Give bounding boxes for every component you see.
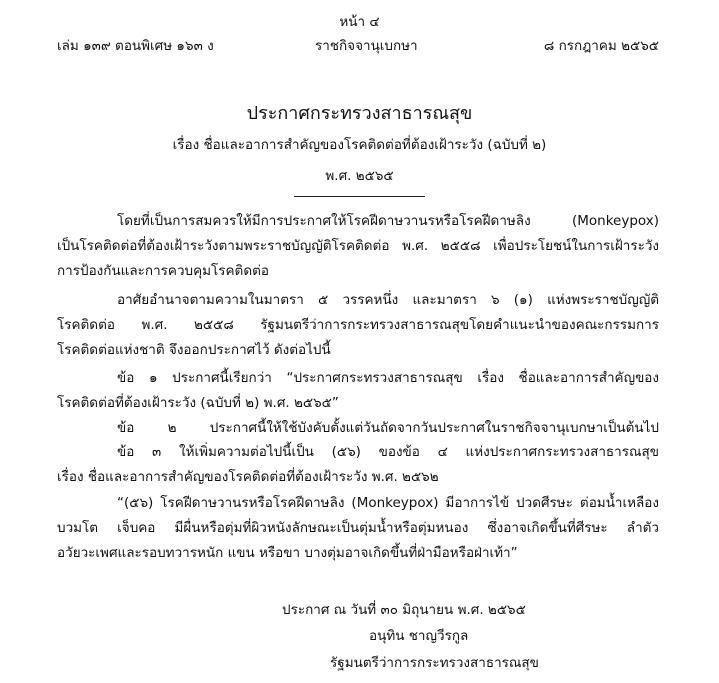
announcement-subject: เรื่อง ชื่อและอาการสำคัญของโรคติดต่อที่ต้องเฝ้าระวัง (ฉบับที่ ๒) <box>172 137 547 153</box>
signatory-position: รัฐมนตรีว่าการกระทรวงสาธารณสุข <box>330 655 539 671</box>
item-56-line-2: บวมโต เจ็บคอ มีผื่นหรือตุ่มที่ผิวหนังลักษณะเป็นตุ่มน้ำหรือตุ่มหนอง ซึ่งอาจเกิดขึ้นที่ศีรษะ ลำตัว <box>57 520 659 536</box>
item-56-line-3: อวัยวะเพศและรอบทวารหนัก แขน หรือขา บางตุ่มอาจเกิดขึ้นที่ฝ่ามือหรือฝ่าเท้า” <box>57 545 518 561</box>
clause-3-line-2: เรื่อง ชื่อและอาการสำคัญของโรคติดต่อที่ต้องเฝ้าระวัง พ.ศ. ๒๕๖๒ <box>57 469 439 485</box>
clause-2-line-1: ข้อ ๒ ประกาศนี้ให้ใช้บังคับตั้งแต่วันถัดจากวันประกาศในราชกิจจานุเบกษาเป็นต้นไป <box>117 420 659 436</box>
title-divider <box>294 196 425 197</box>
announcement-year: พ.ศ. ๒๕๖๕ <box>325 168 394 184</box>
paragraph-2-line-2: โรคติดต่อ พ.ศ. ๒๕๕๘ รัฐมนตรีว่าการกระทรวงสาธารณสุขโดยคำแนะนำของคณะกรรมการ <box>57 317 659 333</box>
paragraph-1-line-1: โดยที่เป็นการสมควรให้มีการประกาศให้โรคฝีดาษวานรหรือโรคฝีดาษลิง (Monkeypox) <box>117 213 659 229</box>
paragraph-2-line-1: อาศัยอำนาจตามความในมาตรา ๕ วรรคหนึ่ง และมาตรา ๖ (๑) แห่งพระราชบัญญัติ <box>117 292 659 308</box>
paragraph-2-line-3: โรคติดต่อแห่งชาติ จึงออกประกาศไว้ ดังต่อไปนี้ <box>57 342 331 358</box>
announcement-date: ประกาศ ณ วันที่ ๓๐ มิถุนายน พ.ศ. ๒๕๖๕ <box>282 602 526 618</box>
page-number: หน้า ๔ <box>339 14 380 30</box>
paragraph-1-line-3: การป้องกันและการควบคุมโรคติดต่อ <box>57 263 269 279</box>
announcement-title: ประกาศกระทรวงสาธารณสุข <box>246 103 473 124</box>
clause-1-line-1: ข้อ ๑ ประกาศนี้เรียกว่า “ประกาศกระทรวงสาธารณสุข เรื่อง ชื่อและอาการสำคัญของ <box>117 370 659 386</box>
clause-3-line-1: ข้อ ๓ ให้เพิ่มความต่อไปนี้เป็น (๕๖) ของข้อ ๔ แห่งประกาศกระทรวงสาธารณสุข <box>117 444 659 460</box>
paragraph-1-line-2: เป็นโรคติดต่อที่ต้องเฝ้าระวังตามพระราชบัญญัติโรคติดต่อ พ.ศ. ๒๕๕๘ เพื่อประโยชน์ในการเฝ้าระวัง <box>57 238 659 254</box>
signatory-name: อนุทิน ชาญวีรกูล <box>369 628 469 644</box>
gazette-name: ราชกิจจานุเบกษา <box>315 38 418 54</box>
clause-1-line-2: โรคติดต่อที่ต้องเฝ้าระวัง (ฉบับที่ ๒) พ.ศ. ๒๕๖๕” <box>57 395 339 411</box>
item-56-line-1: “(๕๖) โรคฝีดาษวานรหรือโรคฝีดาษลิง (Monkeypox) มีอาการไข้ ปวดศีรษะ ต่อมน้ำเหลือง <box>117 495 659 511</box>
publication-date: ๘ กรกฎาคม ๒๕๖๕ <box>543 38 659 54</box>
volume-issue: เล่ม ๑๓๙ ตอนพิเศษ ๑๖๓ ง <box>57 38 214 54</box>
